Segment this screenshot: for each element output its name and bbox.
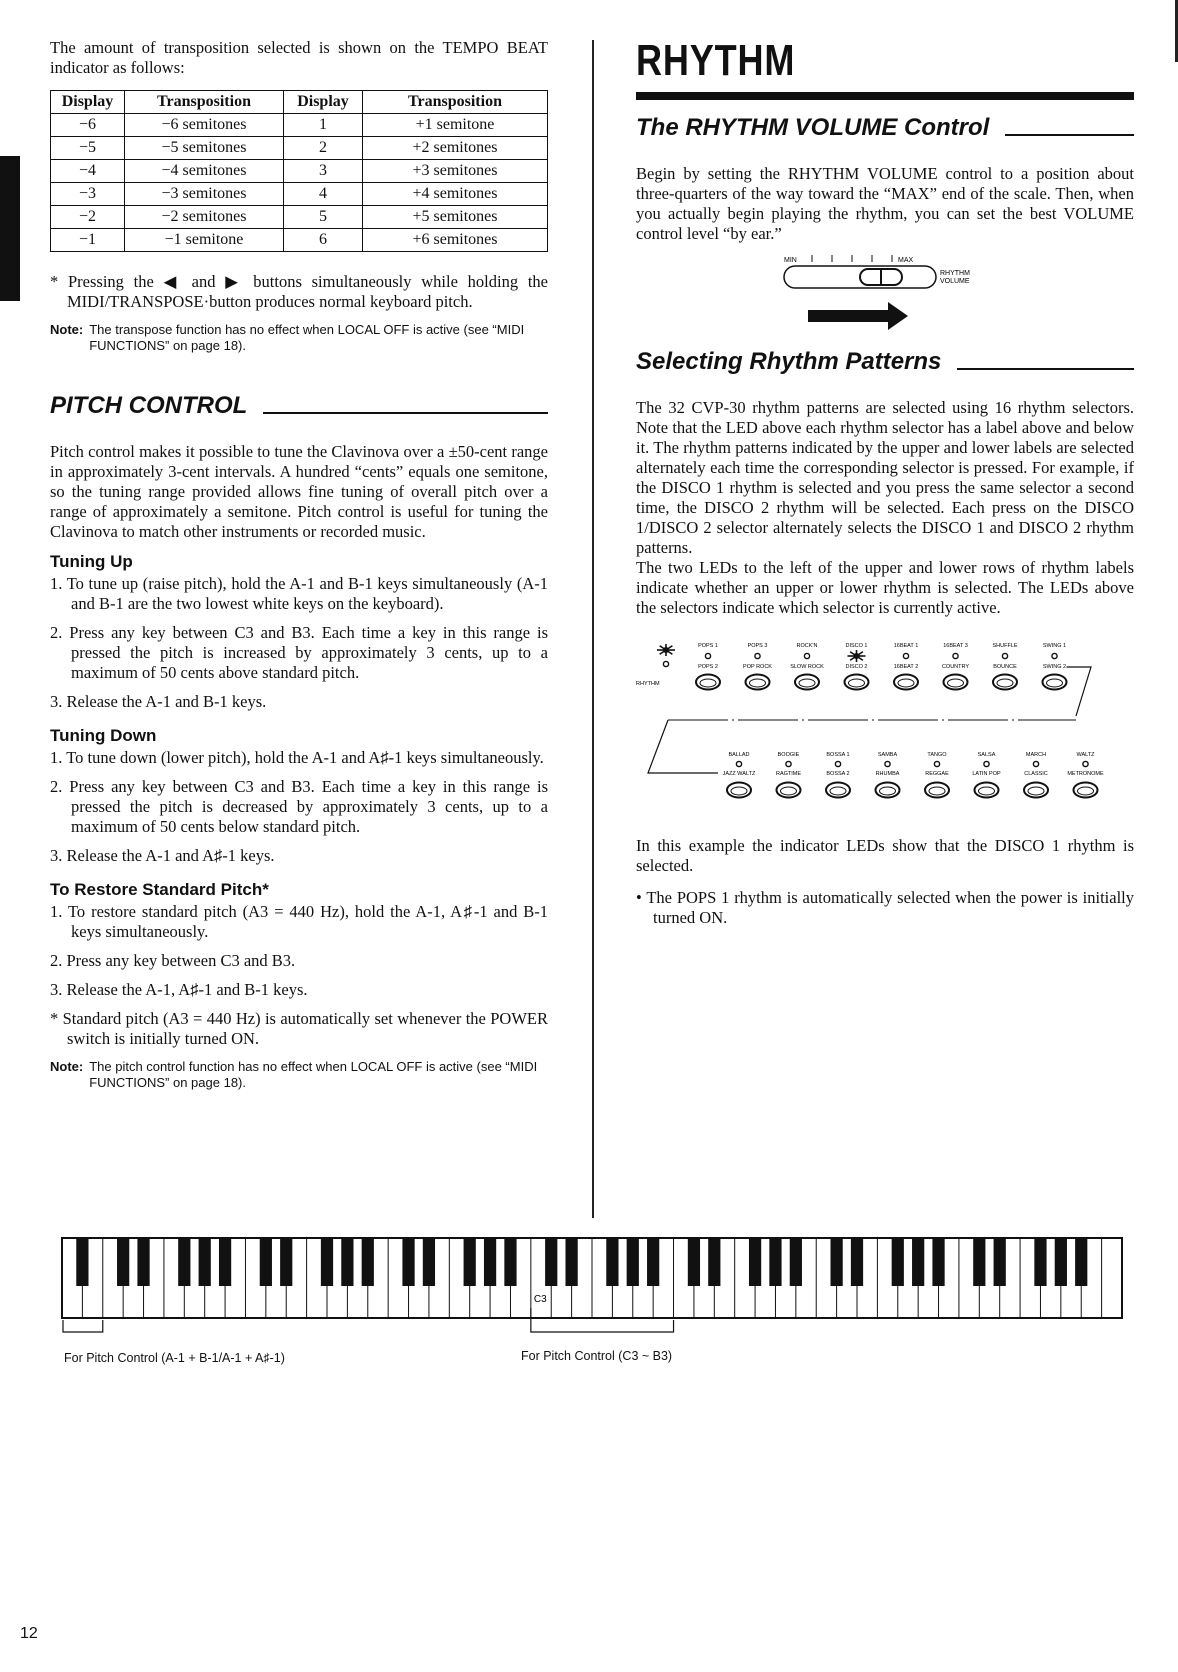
patterns-heading-text: Selecting Rhythm Patterns [636, 348, 942, 375]
slider-ticks [812, 255, 892, 262]
keyboard-diagram [0, 1228, 1178, 1358]
table-header: Display [284, 91, 363, 114]
table-cell: +5 semitones [363, 206, 548, 229]
led-icon [1052, 653, 1057, 658]
rhythm-label: BOSSA 1 [826, 752, 850, 758]
table-cell: −3 [51, 183, 125, 206]
rhythm-label: ROCK'N [796, 643, 818, 649]
rhythm-selector-button[interactable] [925, 783, 949, 798]
table-row [51, 183, 548, 206]
table-cell: 2 [284, 137, 363, 160]
table-cell: 5 [284, 206, 363, 229]
connector-line [648, 720, 718, 773]
rhythm-selector-button[interactable] [746, 675, 770, 690]
table-cell: 3 [284, 160, 363, 183]
slider-knob[interactable] [860, 269, 902, 285]
rhythm-label: 16BEAT 2 [893, 664, 919, 670]
rhythm-title: RHYTHM [636, 36, 796, 85]
pitch-body: Pitch control makes it possible to tune the Clavinova over a ±50-cent range in approximately 3-cent intervals. A hundred “cents” equals one semitone, so the tuning range provided allows fine tuning of overall pitch over a range of approximately a semitone. Pitch control is useful for tuning the Clavinova to match other instruments or recorded music. [50, 442, 548, 541]
rhythm-label: COUNTRY [941, 664, 970, 670]
table-cell: 1 [284, 114, 363, 137]
rhythm-label: JAZZ WALTZ [722, 771, 756, 777]
rhythm-label: SWING 2 [1042, 664, 1067, 670]
rhythm-selector-button[interactable] [993, 675, 1017, 690]
pitch-heading-text: PITCH CONTROL [50, 392, 248, 419]
rhythm-label: BOSSA 2 [826, 771, 850, 777]
rhythm-label: WALTZ [1076, 752, 1095, 758]
rhythm-selector-button[interactable] [845, 675, 869, 690]
table-cell: +6 semitones [363, 229, 548, 252]
rhythm-label: LATIN POP [972, 771, 1001, 777]
rhythm-label: POPS 3 [747, 643, 768, 649]
table-header: Display [51, 91, 125, 114]
table-cell: −4 semitones [125, 160, 284, 183]
rhythm-label: RHUMBA [875, 771, 900, 777]
heading-rule [1005, 134, 1134, 136]
transpose-note [50, 322, 548, 354]
rhythm-row-label: RHYTHM [636, 681, 660, 687]
rhythm-selector-button[interactable] [696, 675, 720, 690]
led-icon [903, 653, 908, 658]
rhythm-label: CLASSIC [1024, 771, 1048, 777]
volume-heading [636, 114, 1134, 142]
list-item: 1. To restore standard pitch (A3 = 440 Hz), hold the A-1, A♯-1 and B-1 keys simultaneously. [50, 902, 548, 941]
list-item: 2. Press any key between C3 and B3. Each time a key in this range is pressed the pitch is increased by approximately 3 cents, up to a maximum of 50 cents above standard pitch. [50, 623, 548, 682]
list-item: 3. Release the A-1, A♯-1 and B-1 keys. [50, 980, 308, 999]
list-item: 1. To tune down (lower pitch), hold the A-1 and A♯-1 keys simultaneously. [50, 748, 544, 767]
led-icon [804, 653, 809, 658]
right-column [636, 38, 1134, 928]
rhythm-selector-button[interactable] [777, 783, 801, 798]
led-icon [1033, 761, 1038, 766]
led-icon [736, 761, 741, 766]
rhythm-selector-button[interactable] [944, 675, 968, 690]
rhythm-selector-button[interactable] [894, 675, 918, 690]
rhythm-label: SLOW ROCK [790, 664, 824, 670]
table-cell: −5 semitones [125, 137, 284, 160]
table-header-row [51, 91, 548, 114]
table-cell: +4 semitones [363, 183, 548, 206]
slider-max-label: MAX [898, 257, 914, 264]
left-column [50, 38, 548, 1091]
tuning-up-steps [50, 574, 548, 712]
table-cell: −1 semitone [125, 229, 284, 252]
rhythm-label: TANGO [927, 752, 947, 758]
led-icon [705, 653, 710, 658]
slider-label-rhythm: RHYTHM [940, 270, 970, 277]
piano-keys [62, 1238, 1122, 1318]
heading-rule [263, 412, 548, 414]
patterns-body-1: The 32 CVP-30 rhythm patterns are selected using 16 rhythm selectors. Note that the LED above each rhythm selector has a label above and below it. The rhythm patterns indicated by the upper and lower labels are selected alternately each time the corresponding selector is pressed. For example, if the DISCO 1 rhythm is selected and you press the same selector a second time, the DISCO 2 rhythm will be selected. Each press on the DISCO 1/DISCO 2 selector alternately selects the DISCO 1 and DISCO 2 rhythm patterns. [636, 398, 1134, 557]
rhythm-selector-button[interactable] [795, 675, 819, 690]
list-item: 2. Press any key between C3 and B3. Each time a key in this range is pressed the pitch is decreased by approximately 3 cents, up to a maximum of 50 cents below standard pitch. [50, 777, 548, 836]
table-row [51, 114, 548, 137]
rhythm-label: SALSA [977, 752, 996, 758]
intro-paragraph: The amount of transposition selected is shown on the TEMPO BEAT indicator as follows: [50, 38, 548, 77]
led-active-icon [848, 650, 866, 662]
table-row [51, 137, 548, 160]
table-cell: +3 semitones [363, 160, 548, 183]
c3-key-label: C3 [533, 1294, 547, 1305]
heading-rule [957, 368, 1134, 370]
restore-heading: To Restore Standard Pitch* [50, 880, 269, 899]
list-item: 3. Release the A-1 and B-1 keys. [50, 692, 267, 711]
table-cell: 4 [284, 183, 363, 206]
rhythm-label: METRONOME [1067, 771, 1104, 777]
rhythm-selector-button[interactable] [1074, 783, 1098, 798]
column-divider [592, 40, 594, 1218]
rhythm-label: DISCO 1 [845, 643, 868, 649]
led-icon [885, 761, 890, 766]
tuning-down-steps [50, 748, 548, 866]
pitch-note [50, 1059, 548, 1091]
restore-steps [50, 902, 548, 1000]
power-bullet: • The POPS 1 rhythm is automatically selected when the power is initially turned ON. [636, 888, 1134, 927]
table-header: Transposition [363, 91, 548, 114]
slider-min-label: MIN [784, 257, 797, 264]
volume-slider-diagram [636, 252, 1134, 342]
volume-heading-text: The RHYTHM VOLUME Control [636, 114, 990, 141]
table-cell: −5 [51, 137, 125, 160]
rhythm-label: MARCH [1025, 752, 1047, 758]
note-text: The transpose function has no effect when LOCAL OFF is active (see “MIDI FUNCTIONS” on page 18). [89, 322, 525, 353]
table-cell: −6 semitones [125, 114, 284, 137]
led-icon [953, 653, 958, 658]
rhythm-selector-button[interactable] [876, 783, 900, 798]
table-cell: +2 semitones [363, 137, 548, 160]
rhythm-selector-button[interactable] [727, 783, 751, 798]
led-icon [984, 761, 989, 766]
table-cell: −1 [51, 229, 125, 252]
led-icon [663, 661, 668, 666]
rhythm-selector-button[interactable] [826, 783, 850, 798]
table-cell: +1 semitone [363, 114, 548, 137]
table-cell: 6 [284, 229, 363, 252]
table-cell: −4 [51, 160, 125, 183]
table-header: Transposition [125, 91, 284, 114]
rhythm-label: BOOGIE [777, 752, 800, 758]
pressing-note: * Pressing the ◀ and ▶ buttons simultaneously while holding the MIDI/TRANSPOSE·button produces normal keyboard pitch. [50, 272, 548, 311]
table-cell: −2 [51, 206, 125, 229]
rhythm-label: 16BEAT 3 [943, 643, 968, 649]
rhythm-selector-button[interactable] [1043, 675, 1067, 690]
rhythm-label: RAGTIME [775, 771, 802, 777]
arrow-right-icon [808, 302, 908, 330]
volume-body: Begin by setting the RHYTHM VOLUME control to a position about three-quarters of the way toward the “MAX” end of the scale. Then, when you actually begin playing the rhythm, you can set the best VOLUME control level “by ear.” [636, 164, 1134, 243]
rhythm-selector-button[interactable] [975, 783, 999, 798]
table-row [51, 206, 548, 229]
list-item: 3. Release the A-1 and A♯-1 keys. [50, 846, 275, 865]
led-icon [934, 761, 939, 766]
bracket-left [63, 1320, 103, 1332]
led-icon [835, 761, 840, 766]
rhythm-label: REGGAE [925, 771, 949, 777]
tuning-up-heading: Tuning Up [50, 552, 133, 571]
patterns-heading [636, 348, 1134, 376]
section-edge-tab [0, 156, 20, 301]
led-icon [786, 761, 791, 766]
page-number: 12 [20, 1625, 38, 1642]
rhythm-selector-button[interactable] [1024, 783, 1048, 798]
rhythm-label: POP ROCK [743, 664, 772, 670]
rhythm-label: POPS 2 [698, 664, 718, 670]
list-item: 1. To tune up (raise pitch), hold the A-1 and B-1 keys simultaneously (A-1 and B-1 are the two lowest white keys on the keyboard). [50, 574, 548, 613]
tuning-down-heading: Tuning Down [50, 726, 157, 745]
title-rule [636, 92, 1134, 100]
table-row [51, 160, 548, 183]
rhythm-label: DISCO 2 [845, 664, 868, 670]
rhythm-label: SWING 1 [1042, 643, 1067, 649]
rhythm-panel-diagram [636, 638, 1134, 818]
rhythm-label: SHUFFLE [992, 643, 1018, 649]
rhythm-label: POPS 1 [698, 643, 718, 649]
led-icon [755, 653, 760, 658]
patterns-body-2: The two LEDs to the left of the upper and lower rows of rhythm labels indicate whether an upper or lower rhythm is selected. The LEDs above the selectors indicate which selector is currently active. [636, 558, 1134, 617]
rhythm-label: BALLAD [728, 752, 750, 758]
connector-line [1067, 667, 1092, 716]
table-cell: −6 [51, 114, 125, 137]
list-item: 2. Press any key between C3 and B3. [50, 951, 296, 970]
transposition-table [50, 90, 548, 252]
note-label: Note: [50, 322, 84, 337]
caption-left: For Pitch Control (A-1 + B-1/A-1 + A♯-1) [64, 1351, 285, 1365]
pitch-control-heading [50, 392, 548, 420]
led-active-icon [657, 644, 675, 656]
led-icon [1083, 761, 1088, 766]
standard-pitch-note: * Standard pitch (A3 = 440 Hz) is automatically set whenever the POWER switch is initially turned ON. [50, 1009, 548, 1048]
note-text: The pitch control function has no effect when LOCAL OFF is active (see “MIDI FUNCTIONS” on page 18). [89, 1059, 538, 1090]
example-text: In this example the indicator LEDs show that the DISCO 1 rhythm is selected. [636, 836, 1134, 875]
caption-right: For Pitch Control (C3 ~ B3) [521, 1349, 673, 1363]
rhythm-label: BOUNCE [993, 664, 1017, 670]
rhythm-label: SAMBA [877, 752, 898, 758]
led-icon [1002, 653, 1007, 658]
table-cell: −2 semitones [125, 206, 284, 229]
table-cell: −3 semitones [125, 183, 284, 206]
table-row [51, 229, 548, 252]
rhythm-label: 16BEAT 1 [893, 643, 919, 649]
note-label: Note: [50, 1059, 84, 1074]
slider-label-volume: VOLUME [940, 278, 970, 285]
